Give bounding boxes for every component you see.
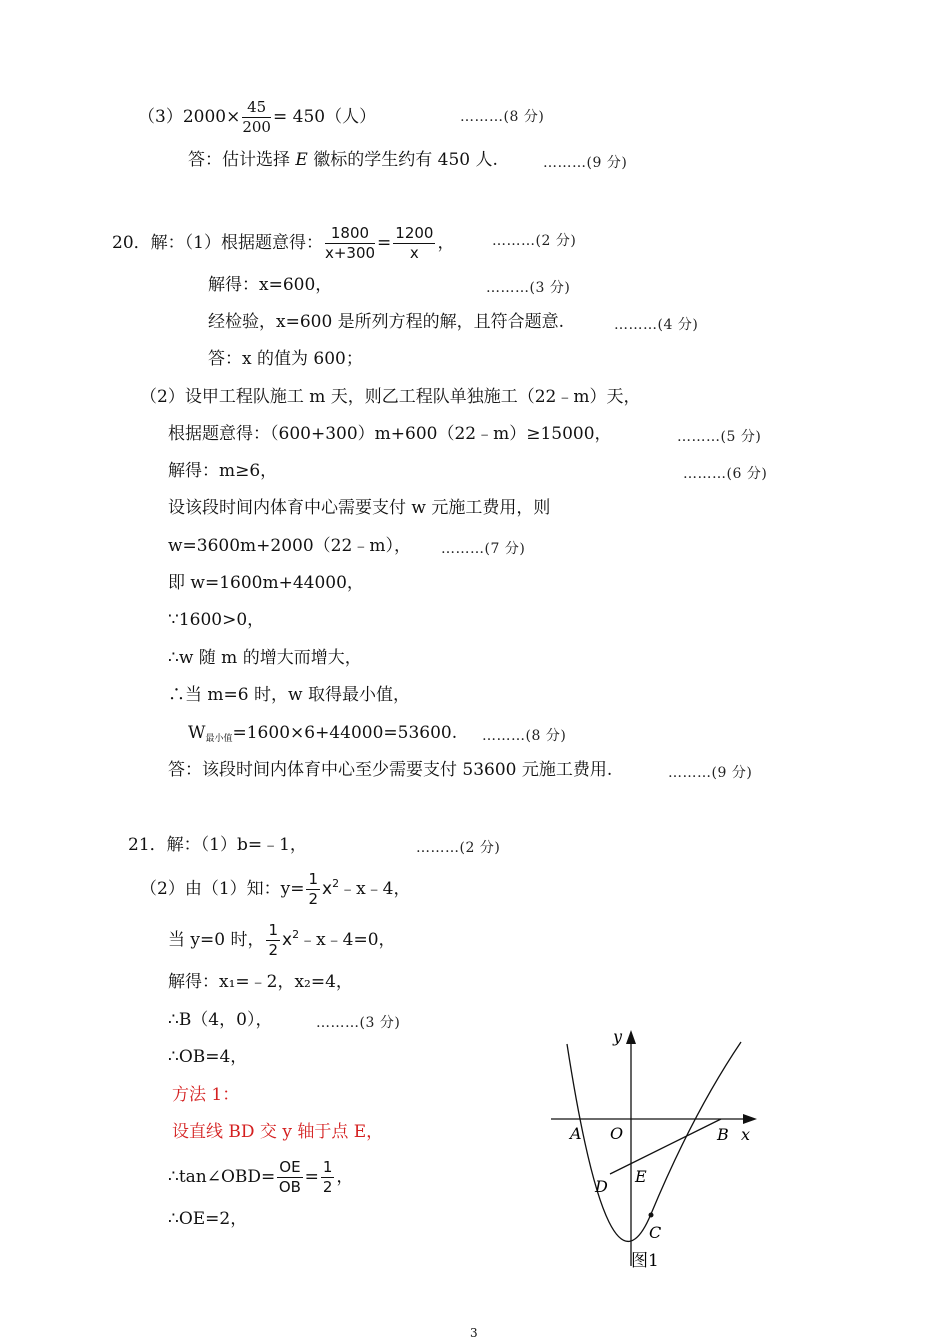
q19-answer-suffix: 徽标的学生约有 450 人.	[313, 150, 498, 170]
q21-tan-num-2: 1	[322, 1158, 333, 1176]
q20-check: 经检验，x=600 是所列方程的解，且符合题意.	[208, 312, 565, 332]
q21-line-2-x: x	[322, 879, 333, 899]
q21-line-2-sup: 2	[332, 877, 340, 890]
q20-fraction-2	[393, 226, 435, 261]
x-axis-arrow	[743, 1114, 757, 1124]
q21-half-num-2: 1	[268, 921, 279, 939]
q19-fraction-numerator: 45	[242, 100, 271, 118]
q20-wmin-eq: =1600×6+44000=53600.	[232, 723, 458, 743]
q20-wmin	[188, 722, 457, 750]
q21-half-fraction-2	[266, 923, 280, 958]
q21-tan-num: OE	[279, 1158, 301, 1176]
q21-oe: ∴OE=2，	[168, 1209, 248, 1229]
point-c	[649, 1213, 654, 1218]
label-e: E	[635, 1167, 647, 1186]
q20-score-6: ………(6 分)	[683, 466, 768, 482]
q20-score-9: ………(9 分)	[668, 765, 753, 781]
figure-caption: 图1	[631, 1251, 659, 1271]
q20-head: 20．解：（1）根据题意得：	[112, 233, 323, 253]
label-y: y	[613, 1027, 623, 1046]
q19-part3-lhs: 2000×	[182, 107, 241, 127]
q20-inequality: 根据题意得：（600+300）m+600（22﹣m）≥15000，	[168, 424, 612, 444]
q20-inequality-solve: 解得：m≥6，	[168, 461, 278, 481]
q20-solve: 解得：x=600，	[208, 275, 333, 295]
q20-score-8: ………(8 分)	[482, 728, 567, 744]
y-axis-arrow	[626, 1030, 636, 1044]
q21-head: 21．解：（1）b=﹣1，	[128, 835, 307, 855]
q20-therefore-1: ∴w 随 m 的增大而增大，	[168, 648, 362, 668]
q21-line-3-sup: 2	[292, 928, 300, 941]
q19-part3-fraction	[242, 100, 271, 135]
q20-fraction-1-num: 1800	[325, 226, 375, 244]
q19-score-8: ………(8 分)	[460, 109, 545, 125]
q21-line-3-pre: 当 y=0 时，	[168, 930, 265, 950]
q21-tan-den: OB	[278, 1178, 301, 1196]
q19-part3-label: （3）	[138, 107, 183, 127]
q20-because: ∵1600>0，	[168, 610, 265, 630]
q21-line-2-pre: （2）由（1）知：y=	[140, 879, 305, 899]
q21-tan-fraction-2	[321, 1160, 335, 1195]
label-b: B	[717, 1125, 729, 1144]
label-o: O	[610, 1124, 624, 1143]
q20-fraction-2-num: 1200	[395, 224, 434, 242]
q19-score-9: ………(9 分)	[543, 155, 628, 171]
q21-line-3	[168, 923, 396, 958]
q21-line-3-post: ﹣x﹣4=0，	[299, 930, 396, 950]
q19-answer	[188, 149, 498, 171]
q20-score-7: ………(7 分)	[441, 541, 526, 557]
q20-therefore-2: ∴当 m=6 时，w 取得最小值，	[168, 685, 410, 705]
q20-eq-tail: ，	[437, 233, 455, 253]
q20-answer-2: 答：该段时间内体育中心至少需要支付 53600 元施工费用.	[168, 760, 613, 780]
q20-cost-eq: w=3600m+2000（22﹣m），	[168, 536, 411, 556]
q20-score-3: ………(3 分)	[486, 280, 571, 296]
q19-fraction-denominator: 200	[242, 118, 271, 136]
label-x: x	[741, 1125, 751, 1144]
q21-score-2: ………(2 分)	[416, 840, 501, 856]
q21-tan-den-2: 2	[322, 1178, 333, 1196]
q21-half-den-2: 2	[268, 941, 279, 959]
q20-head-line	[112, 226, 454, 261]
q20-answer-1: 答：x 的值为 600；	[208, 349, 363, 369]
q20-wmin-sub: 最小值	[205, 734, 233, 744]
q20-cost-intro: 设该段时间内体育中心需要支付 w 元施工费用，则	[168, 498, 551, 518]
q19-answer-var: E	[295, 150, 308, 170]
q21-method-1: 方法 1：	[172, 1085, 240, 1105]
q21-half-num: 1	[308, 870, 319, 888]
q21-line-2-post: ﹣x﹣4，	[339, 879, 411, 899]
q21-score-3: ………(3 分)	[316, 1015, 401, 1031]
q20-score-5: ………(5 分)	[677, 429, 762, 445]
q19-part3-rhs: = 450（人）	[272, 107, 377, 127]
q20-fraction-2-den: x	[409, 244, 419, 262]
page-number: 3	[470, 1326, 478, 1340]
q21-set-line: 设直线 BD 交 y 轴于点 E，	[172, 1122, 384, 1142]
q21-ob: ∴OB=4，	[168, 1047, 248, 1067]
q21-roots: 解得：x₁=﹣2，x₂=4，	[168, 972, 353, 992]
q20-score-4: ………(4 分)	[614, 317, 699, 333]
q21-tan-line	[168, 1160, 353, 1195]
q21-line-2	[140, 872, 411, 907]
q19-answer-prefix: 答：估计选择	[188, 150, 290, 170]
q19-part3-line	[138, 100, 376, 135]
q21-point-b: ∴B（4，0），	[168, 1010, 273, 1030]
q21-half-fraction	[306, 872, 320, 907]
q20-fraction-1-den: x+300	[324, 244, 376, 262]
q20-cost-simplified: 即 w=1600m+44000，	[168, 573, 364, 593]
figure-1-parabola	[545, 1022, 765, 1272]
q20-part2-intro: （2）设甲工程队施工 m 天，则乙工程队单独施工（22﹣m）天，	[140, 387, 641, 407]
q20-eq-mid: =	[377, 233, 392, 253]
q20-fraction-1	[325, 226, 375, 261]
label-d: D	[595, 1177, 608, 1196]
q21-tan-fraction-1	[277, 1160, 302, 1195]
q21-half-den: 2	[308, 890, 319, 908]
line-bd	[610, 1119, 721, 1174]
q20-score-2: ………(2 分)	[492, 233, 577, 249]
q21-tan-tail: ，	[336, 1167, 354, 1187]
label-a: A	[570, 1124, 582, 1143]
parabola-curve	[567, 1042, 741, 1241]
q21-line-3-x: x	[282, 930, 293, 950]
q20-wmin-w: W	[188, 723, 206, 743]
q21-tan-pre: ∴tan∠OBD=	[168, 1167, 276, 1187]
label-c: C	[649, 1223, 662, 1242]
q21-tan-eq: =	[304, 1167, 319, 1187]
